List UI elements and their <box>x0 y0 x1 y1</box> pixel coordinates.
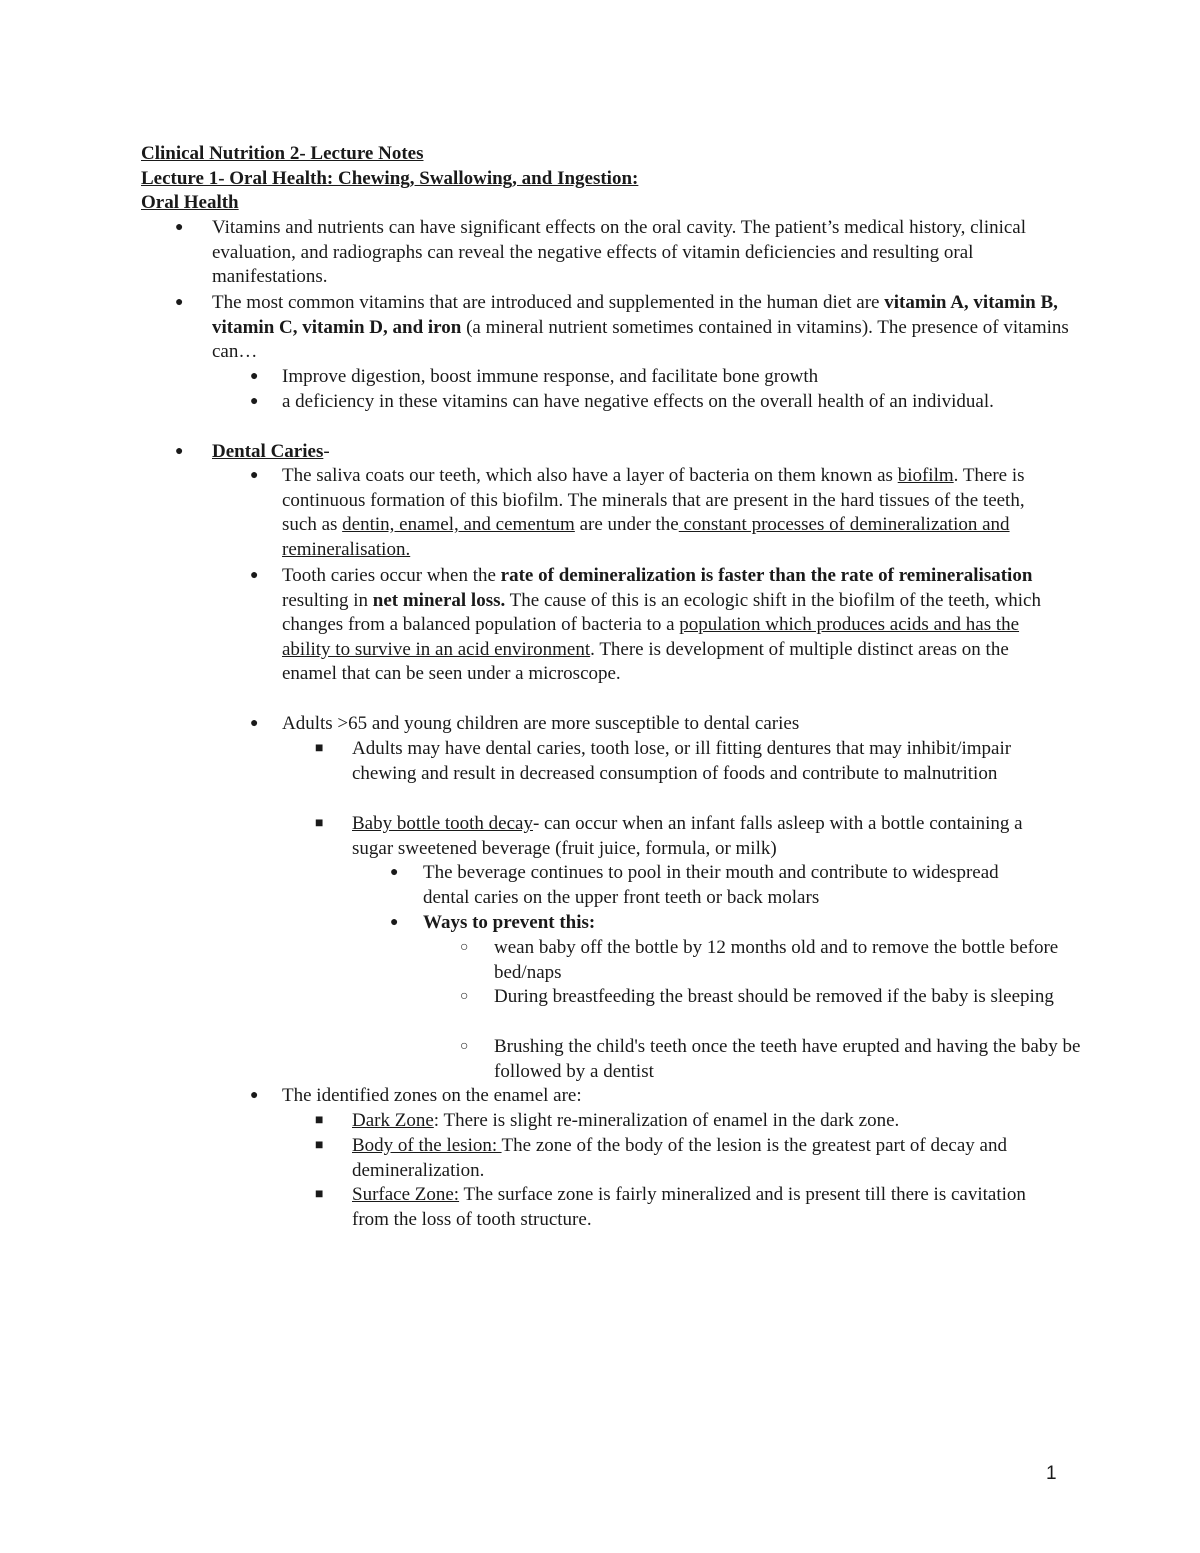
list-item: ● Vitamins and nutrients can have significant effects on the oral cavity. The patient’s medical history, clinical evaluation, and radiographs can reveal the negative effects of vitamin deficiencies and resulting oral manifestations. <box>175 217 1027 288</box>
square-bullet-icon: ■ <box>315 1187 324 1202</box>
page-number: 1 <box>1046 1463 1057 1484</box>
square-bullet-icon: ■ <box>315 816 324 831</box>
list-item: ■ Dark Zone: There is slight re-mineralization of enamel in the dark zone. <box>352 1109 1052 1134</box>
list-item: ○ wean baby off the bottle by 12 months old and to remove the bottle before bed/naps <box>460 937 1059 983</box>
document-title: Clinical Nutrition 2- Lecture Notes <box>141 143 424 164</box>
list-item: ■ Surface Zone: The surface zone is fairly mineralized and is present till there is cavitation from the loss of tooth structure. <box>315 1184 1026 1230</box>
list-item: ○ During breastfeeding the breast should be removed if the baby is sleeping <box>494 985 1084 1010</box>
square-bullet-icon: ■ <box>315 1138 324 1153</box>
list-item: ● The most common vitamins that are introduced and supplemented in the human diet are vitamin A, vitamin B, vitamin C, vitamin D, and iron (a mineral nutrient sometimes contained in vitamins). The presence of vitamins can… <box>175 292 1069 363</box>
lecture-heading: Lecture 1- Oral Health: Chewing, Swallowing, and Ingestion: <box>141 168 639 189</box>
bullet-icon: ● <box>250 716 259 731</box>
bullet-icon: ● <box>250 369 259 384</box>
list-item: ● Adults >65 and young children are more susceptible to dental caries <box>282 712 1072 737</box>
list-item: ● a deficiency in these vitamins can have negative effects on the overall health of an individual. <box>282 390 1012 415</box>
section-heading: Oral Health <box>141 192 239 213</box>
list-item: ● The identified zones on the enamel are: <box>282 1084 1072 1109</box>
bullet-icon: ● <box>175 295 184 310</box>
list-item: ● Ways to prevent this: <box>423 911 1023 936</box>
bullet-icon: ● <box>250 568 259 583</box>
list-item: ■ Adults may have dental caries, tooth lose, or ill fitting dentures that may inhibit/impair chewing and result in decreased consumption of foods and contribute to malnutrition <box>315 738 1012 784</box>
list-item: ● Tooth caries occur when the rate of demineralization is faster than the rate of remineralisation resulting in net mineral loss. The cause of this is an ecologic shift in the biofilm of the teeth, which changes from a balanced population of bacteria to a population which produces acids and has the ability to survive in an acid environment. There is development of multiple distinct areas on the enamel that can be seen under a microscope. <box>250 565 1041 685</box>
bullet-icon: ● <box>390 915 399 930</box>
list-item: ■ Baby bottle tooth decay- can occur when an infant falls asleep with a bottle containing a sugar sweetened beverage (fruit juice, formula, or milk) <box>315 813 1023 859</box>
list-item: ■ Body of the lesion: The zone of the body of the lesion is the greatest part of decay and demineralization. <box>315 1135 1007 1181</box>
bullet-icon: ● <box>250 394 259 409</box>
list-item: ○ Brushing the child's teeth once the teeth have erupted and having the baby be followed by a dentist <box>460 1036 1081 1082</box>
dental-caries-heading: Dental Caries <box>212 441 324 462</box>
square-bullet-icon: ■ <box>315 1113 324 1128</box>
circle-bullet-icon: ○ <box>460 1039 469 1054</box>
bullet-icon: ● <box>175 444 184 459</box>
list-item: ● Improve digestion, boost immune response, and facilitate bone growth <box>282 365 1072 390</box>
circle-bullet-icon: ○ <box>460 989 469 1004</box>
square-bullet-icon: ■ <box>315 741 324 756</box>
bullet-icon: ● <box>250 468 259 483</box>
circle-bullet-icon: ○ <box>460 940 469 955</box>
list-item: ● The saliva coats our teeth, which also have a layer of bacteria on them known as biofilm. There is continuous formation of this biofilm. The minerals that are present in the hard tissues of the teeth, such as dentin, enamel, and cementum are under the constant processes of demineralization and remineralisation. <box>250 465 1025 560</box>
list-item: ● The beverage continues to pool in their mouth and contribute to widespread dental caries on the upper front teeth or back molars <box>390 862 999 908</box>
bullet-icon: ● <box>175 220 184 235</box>
list-item: ● Dental Caries- <box>212 440 1072 465</box>
bullet-icon: ● <box>250 1088 259 1103</box>
bullet-icon: ● <box>390 865 399 880</box>
